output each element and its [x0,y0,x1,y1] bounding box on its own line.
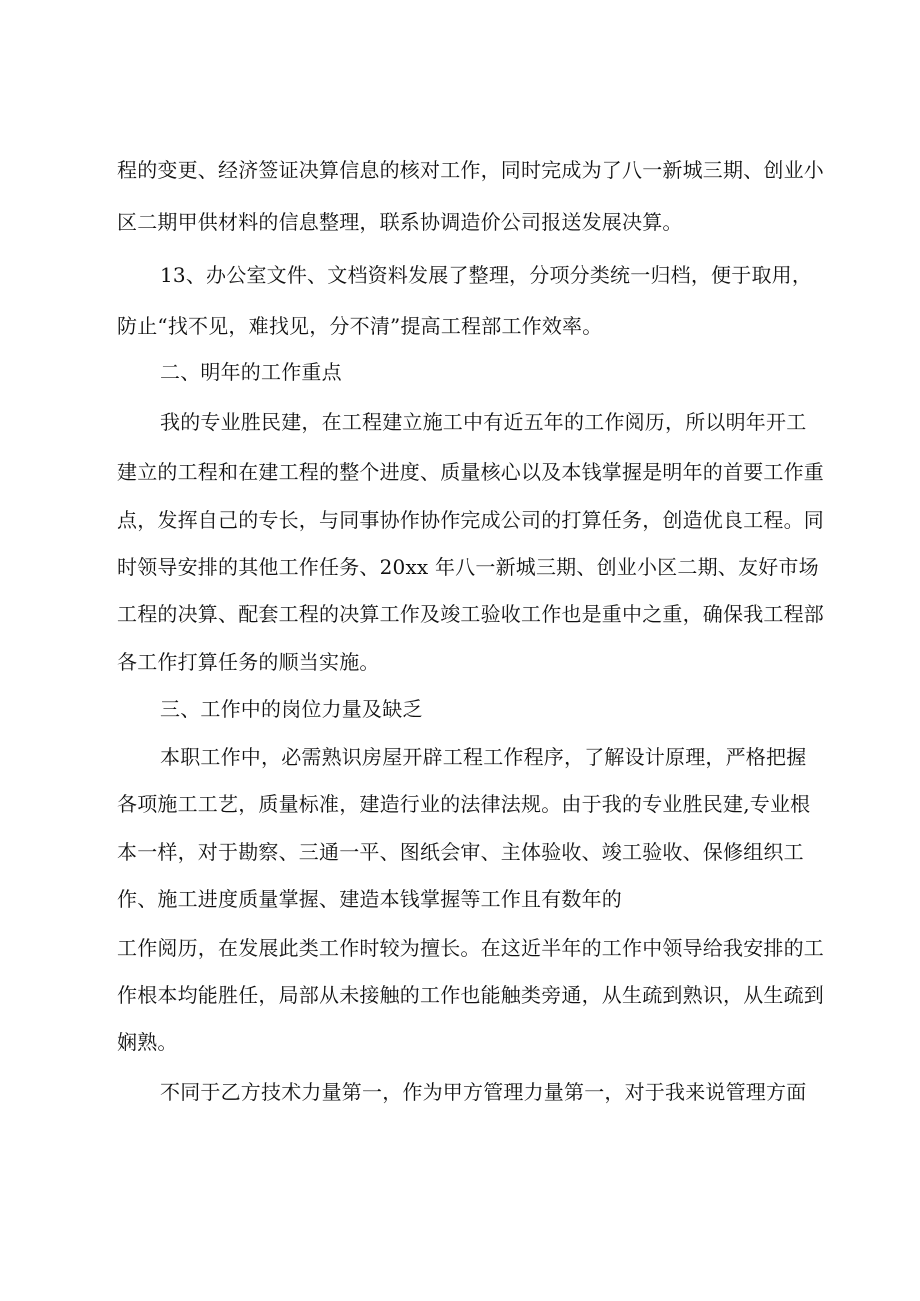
section-heading: 二、明年的工作重点 [160,360,342,384]
paragraph-line: 各工作打算任务的顺当实施。 [117,650,380,674]
paragraph-line: 本职工作中，必需熟识房屋开辟工程工作程序，了解设计原理，严格把握 [160,745,807,769]
paragraph-line: 工程的决算、配套工程的决算工作及竣工验收工作也是重中之重，确保我工程部 [117,602,824,626]
paragraph-line: 我的专业胜民建，在工程建立施工中有近五年的工作阅历，所以明年开工 [160,410,807,434]
paragraph-line: 点，发挥自己的专长，与同事协作协作完成公司的打算任务，创造优良工程。同 [117,508,824,532]
paragraph-line: 不同于乙方技术力量第一，作为甲方管理力量第一，对于我来说管理方面 [160,1080,807,1104]
paragraph-line: 工作阅历，在发展此类工作时较为擅长。在这近半年的工作中领导给我安排的工 [117,936,824,960]
paragraph-line: 时领导安排的其他工作任务、20xx 年八一新城三期、创业小区二期、友好市场 [117,555,819,579]
paragraph-line: 本一样，对于勘察、三通一平、图纸会审、主体验收、竣工验收、保修组织工 [117,840,804,864]
paragraph-line: 防止“找不见，难找见，分不清”提高工程部工作效率。 [117,314,603,338]
paragraph-line: 13、办公室文件、文档资料发展了整理，分项分类统一归档，便于取用， [160,263,813,287]
paragraph-line: 程的变更、经济签证决算信息的核对工作，同时完成为了八一新城三期、创业小 [117,158,824,182]
paragraph-line: 区二期甲供材料的信息整理，联系协调造价公司报送发展决算。 [117,210,683,234]
paragraph-line: 各项施工工艺，质量标准，建造行业的法律法规。由于我的专业胜民建,专业根 [117,792,811,816]
paragraph-line: 建立的工程和在建工程的整个进度、质量核心以及本钱掌握是明年的首要工作重 [117,460,824,484]
paragraph-line: 娴熟。 [117,1030,178,1054]
paragraph-line: 作根本均能胜任，局部从未接触的工作也能触类旁通，从生疏到熟识，从生疏到 [117,983,824,1007]
paragraph-line: 作、施工进度质量掌握、建造本钱掌握等工作且有数年的 [117,887,622,911]
section-heading: 三、工作中的岗位力量及缺乏 [160,697,423,721]
